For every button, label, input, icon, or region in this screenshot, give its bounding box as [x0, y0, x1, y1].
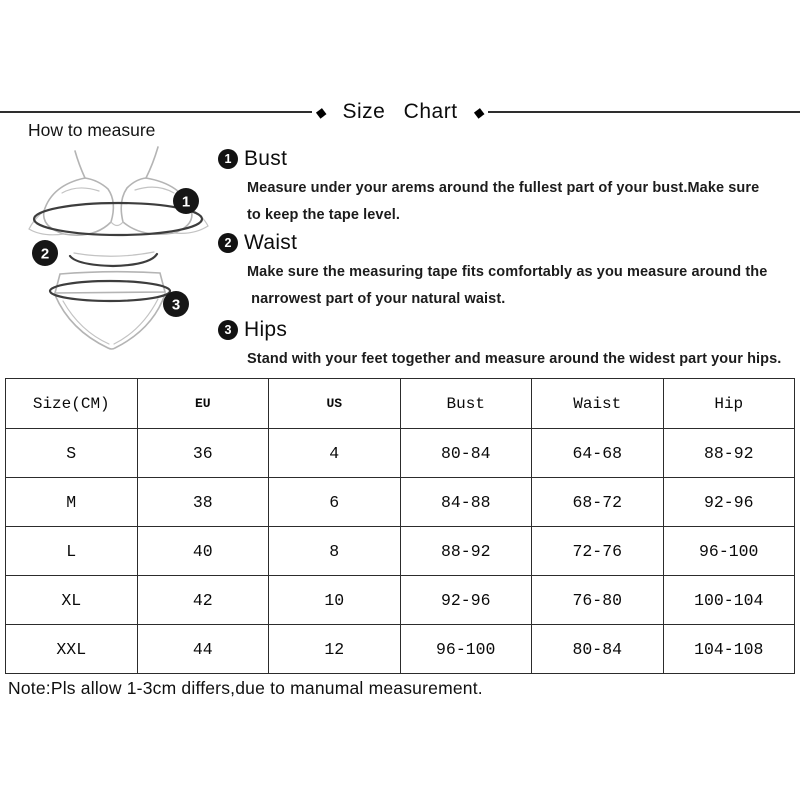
table-cell: 76-80 [532, 576, 664, 625]
measurement-note: Note:Pls allow 1-3cm differs,due to manumal measurement. [8, 678, 483, 698]
table-cell: 68-72 [532, 478, 664, 527]
figure-badge-3-number: 3 [171, 296, 181, 314]
section-hips-header [218, 317, 796, 343]
leg-trim-left [63, 301, 109, 344]
table-cell: 12 [269, 625, 401, 674]
table-cell: 80-84 [400, 429, 532, 478]
figure-badge-2-number: 2 [40, 245, 50, 263]
section-bust-header [218, 146, 796, 172]
table-row-l [6, 527, 795, 576]
bust-title: Bust [244, 147, 288, 170]
section-bust [218, 146, 796, 229]
table-cell: 40 [137, 527, 269, 576]
hip-tape-ellipse [50, 281, 170, 301]
table-row-xxl [6, 625, 795, 674]
bust-desc-line1: Measure under your arems around the fullest part of your bust.Make sure [247, 180, 760, 196]
table-row-s [6, 429, 795, 478]
waist-tape-upper [74, 252, 154, 256]
table-cell: 92-96 [400, 576, 532, 625]
column-header-hip: Hip [663, 379, 795, 429]
waist-desc-line1: Make sure the measuring tape fits comfortably as you measure around the [247, 264, 768, 280]
table-cell: 72-76 [532, 527, 664, 576]
hips-title: Hips [244, 318, 288, 341]
table-cell: S [6, 429, 138, 478]
column-header-bust: Bust [400, 379, 532, 429]
measurement-illustration [18, 143, 220, 361]
column-header-eu: EU [137, 379, 269, 429]
table-cell: 88-92 [663, 429, 795, 478]
table-header-row [6, 379, 795, 429]
table-cell: 8 [269, 527, 401, 576]
section-hips [218, 317, 796, 373]
table-cell: 10 [269, 576, 401, 625]
hips-description [247, 346, 796, 373]
waist-title: Waist [244, 231, 298, 254]
table-cell: L [6, 527, 138, 576]
table-cell: 96-100 [663, 527, 795, 576]
table-cell: 92-96 [663, 478, 795, 527]
title-rule-right [488, 111, 800, 113]
hips-number-badge: 3 [218, 320, 238, 340]
table-cell: 96-100 [400, 625, 532, 674]
diamond-icon: ◆ [314, 103, 328, 121]
bra-center [111, 222, 123, 226]
table-cell: 6 [269, 478, 401, 527]
how-to-measure-label: How to measure [28, 120, 156, 140]
table-cell: 42 [137, 576, 269, 625]
table-row-m [6, 478, 795, 527]
waist-desc-line2: narrowest part of your natural waist. [247, 291, 506, 307]
table-cell: 38 [137, 478, 269, 527]
section-waist [218, 230, 796, 313]
table-row-xl [6, 576, 795, 625]
table-cell: 104-108 [663, 625, 795, 674]
waist-description [247, 259, 796, 313]
table-cell: 88-92 [400, 527, 532, 576]
bust-number-badge: 1 [218, 149, 238, 169]
bottom-triangle [55, 294, 165, 349]
table-cell: 84-88 [400, 478, 532, 527]
bra-cup-left-detail [62, 188, 99, 193]
table-cell: 44 [137, 625, 269, 674]
bra-cup-left [44, 178, 114, 235]
table-cell: 80-84 [532, 625, 664, 674]
waist-number-badge: 2 [218, 233, 238, 253]
table-cell: M [6, 478, 138, 527]
table-cell: 100-104 [663, 576, 795, 625]
column-header-waist: Waist [532, 379, 664, 429]
diamond-icon: ◆ [472, 103, 486, 121]
page-title: Size Chart [342, 100, 458, 123]
section-waist-header [218, 230, 796, 256]
table-cell: 36 [137, 429, 269, 478]
bust-desc-line2: to keep the tape level. [247, 207, 400, 223]
bust-description [247, 175, 796, 229]
table-cell: 64-68 [532, 429, 664, 478]
bra-strap-right [146, 147, 158, 178]
hips-desc-line1: Stand with your feet together and measure around the widest part your hips. [247, 351, 782, 367]
table-cell: XXL [6, 625, 138, 674]
leg-trim-right [114, 299, 158, 344]
figure-badge-1-number: 1 [181, 193, 191, 211]
table-cell: 4 [269, 429, 401, 478]
column-header-size: Size(CM) [6, 379, 138, 429]
bra-cup-right-detail [135, 187, 174, 193]
bra-strap-left [75, 151, 85, 178]
column-header-us: US [269, 379, 401, 429]
title-rule-left [0, 111, 312, 113]
table-cell: XL [6, 576, 138, 625]
size-table [5, 378, 795, 674]
